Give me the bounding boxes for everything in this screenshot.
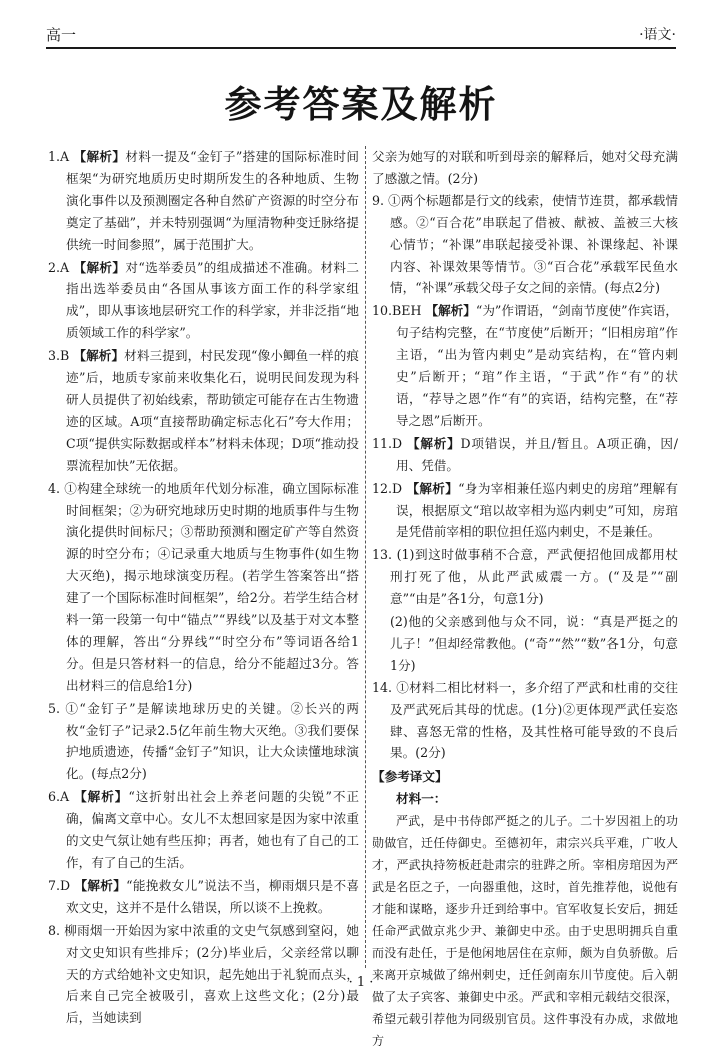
answer-text: ①两个标题都是行文的线索，使情节连贯，都承载情感。②“百合花”串联起了借被、献被、盖被三大核心情节；“补课”串联起接受补课、补课缘起、补课内容、补课效果等情节。③“百合花”承载军民鱼水情，“补课”承载父母子女之间的亲情。(每点2分): [388, 192, 679, 296]
column-divider: [365, 146, 366, 968]
answer-text: “为”作谓语，“剑南节度使”作宾语，句子结构完整，在“节度使”后断开；“旧相房琯”作主语，“出为管内剌史”是动宾结构，在“管内剌史”后断开；“琯”作主语，“于武”作“有”的状语，“荐导之恩”作“有”的宾语，结构完整，在“荐导之恩”后断开。: [396, 303, 678, 428]
analysis-tag: 【解析】: [73, 348, 125, 364]
subject-label: ·语文·: [639, 27, 676, 43]
answer-item: [48, 698, 359, 786]
answer-text: “身为宰相兼任巡内剌史的房琯”理解有误，根据原文“琯以故宰相为巡内剌史”可知，房琯是凭借前宰相的职位担任巡内剌史，不是兼任。: [396, 480, 678, 540]
analysis-tag: 【解析】: [406, 480, 459, 496]
answer-item: [48, 345, 359, 476]
continuation-text: 父亲为她写的对联和听到母亲的解释后，她对父母充满了感激之情。(2分): [372, 149, 678, 186]
answer-item: [372, 300, 678, 431]
answer-item: [48, 786, 359, 874]
answer-item: [48, 478, 359, 697]
answer-number: 5.: [48, 700, 61, 716]
translation-text: 严武，是中书侍郎严挺之的儿子。二十岁因祖上的功勋做官，迁任侍御史。至德初年，肃宗兴兵平难，广收人才，严武执持笏板赶赴肃宗的驻跸之所。宰相房琯因为严武是名臣之子，一向器重他，这时，首先推荐他，说他有才能和谋略，逐步升迁到给事中。官军收复长安后，拥廷任命严武做京兆少尹、兼御史中丞。由于史思明拥兵自重而没有赴任，于是他闲地居住在京师，颇为自负骄傲。后来离开京城做了绵州剌史，迁任剑南东川节度使。后入朝做了太子宾客、兼御史中丞。严武和宰相元载结交很深，希望元载引荐他为同级别官员。这件事没有办成，求做地方: [372, 814, 678, 1049]
analysis-tag: 【解析】: [74, 789, 129, 805]
answer-number: 10.BEH: [372, 303, 422, 319]
answer-text: D项错误，并且/暂且。A项正确，因/用、凭借。: [396, 435, 679, 473]
answer-number: 6.A: [48, 789, 70, 805]
answer-number: 1.A: [48, 149, 70, 164]
right-items: [372, 190, 678, 765]
header-rule: [46, 47, 676, 49]
answer-number: 4.: [48, 480, 61, 496]
answer-number: 8.: [48, 922, 61, 938]
grade-label: 高一: [46, 26, 77, 44]
answer-text: 对“选举委员”的组成描述不准确。材料二指出选举委员由“各国从事该方面工作的科学家组成”，即从事该地层研究工作的科学家，并非泛指“地质领域工作的科学家”。: [66, 259, 359, 341]
answer-number: 12.D: [372, 480, 403, 496]
analysis-tag: 【解析】: [73, 259, 126, 275]
answer-text: 材料三提到，村民发现“像小鲫鱼一样的痕迹”后，地质专家前来收集化石，说明民间发现为科研人员提供了初始线索，帮助锁定可能存在古生物遗迹的区域。A项“直接帮助确定标志化石”夸大作用；C项“提供实际数据或样本”材料未体现；D项“推动投票流程加快”无依据。: [66, 348, 359, 473]
material-title: 材料一：: [396, 791, 447, 807]
answer-number: 14.: [372, 679, 393, 695]
answer-item: [372, 478, 678, 544]
page-title: 参考答案及解析: [224, 83, 498, 126]
answer-text: “能挽救女儿”说法不当，柳雨烟只是不喜欢文史，这并不是什么错误，所以谈不上挽救。: [66, 877, 359, 915]
analysis-tag: 【解析】: [406, 435, 461, 451]
answer-item: [372, 544, 678, 610]
answer-number: 3.B: [48, 348, 70, 364]
answer-item: [48, 146, 359, 256]
answer-item: [372, 190, 678, 300]
answer-text: ①“金钉子”是解读地球历史的关键。②长兴的两枚“金钉子”记录2.5亿年前生物大灭绝。③我们要保护地质遗迹，传播“金钉子”知识，让大众读懂地球演化。(每点2分): [65, 700, 359, 782]
page-header: [46, 20, 676, 46]
page-number: · 1 ·: [348, 975, 374, 990]
answer-text: ①构建全球统一的地质年代划分标准，确立国际标准时间框架；②为研究地球历史时期的地质事件与生物演化提供时间标尺；③帮助预测和圈定矿产等自然资源的时空分布；④记录重大地质与生物事件(如生物大灭绝)，揭示地球演变历程。(若学生答案答出“搭建了一个国际标准时间框架”，给2分。若学生结合材料一第一段第一句中“锚点”“界线”以及基于对文本整体的理解，答出“分界线”“时空分布”等词语各给1分。但是只答材料一的信息，给分不能超过3分。答出材料三的信息给1分): [64, 480, 359, 693]
analysis-tag: 【解析】: [73, 149, 126, 164]
answer-item: [372, 677, 678, 765]
answer-number: 7.D: [48, 877, 71, 893]
answer-number: 11.D: [372, 435, 403, 451]
answer-text: 柳雨烟一开始因为家中浓重的文史气氛感到窒闷，她对文史知识有些排斥；(2分)毕业后，父亲经常以聊天的方式给她补文史知识，起先她出于礼貌而点头，后来自己完全被吸引，喜欢上这些文化；(2分)最后，当她读到: [64, 922, 359, 1026]
answer-number: 9.: [372, 192, 385, 208]
right-column: [372, 146, 678, 1052]
answer-text: (1)到这时做事稍不合意，严武便招他回成都用杖刑打死了他，从此严武威震一方。(“及是”“副意”“由是”各1分，句意1分): [390, 547, 678, 607]
answer-item: [48, 257, 359, 345]
answer-number: 13.: [372, 547, 393, 563]
analysis-tag: 【解析】: [74, 877, 127, 893]
answer-text: 材料一提及“金钉子”搭建的国际标准时间框架“为研究地质历史时期所发生的各种地质、生物演化事件以及预测圈定各种自然矿产资源的时空分布奠定了基础”，并未特别强调“为厘清物种变迁脉络提供统一时间参照”，属于范围扩大。: [66, 149, 359, 252]
left-column: [48, 146, 359, 1030]
answer-number: 2.A: [48, 259, 70, 275]
answer-item: [372, 433, 678, 477]
reference-title: 【参考译文】: [372, 769, 448, 785]
analysis-tag: 【解析】: [425, 303, 476, 319]
answer-item: [48, 875, 359, 919]
answer-text: ①材料二相比材料一，多介绍了严武和杜甫的交往及严武死后其母的忧虑。(1分)②更体现严武任妄恣肆、喜怒无常的性格，及其性格可能导致的不良后果。(2分): [390, 679, 678, 761]
answer-text: (2)他的父亲感到他与众不同，说：“真是严挺之的儿子！”但却经常教他。(“奇”“然”“数”各1分，句意1分): [390, 614, 678, 673]
answer-item: [372, 611, 678, 677]
answer-text: “这折射出社会上养老问题的尖锐”不正确，偏离文章中心。女儿不太想回家是因为家中浓重的文史气氛让她有些压抑；再者，她也有了自己的工作，有了自己的生活。: [66, 789, 359, 870]
